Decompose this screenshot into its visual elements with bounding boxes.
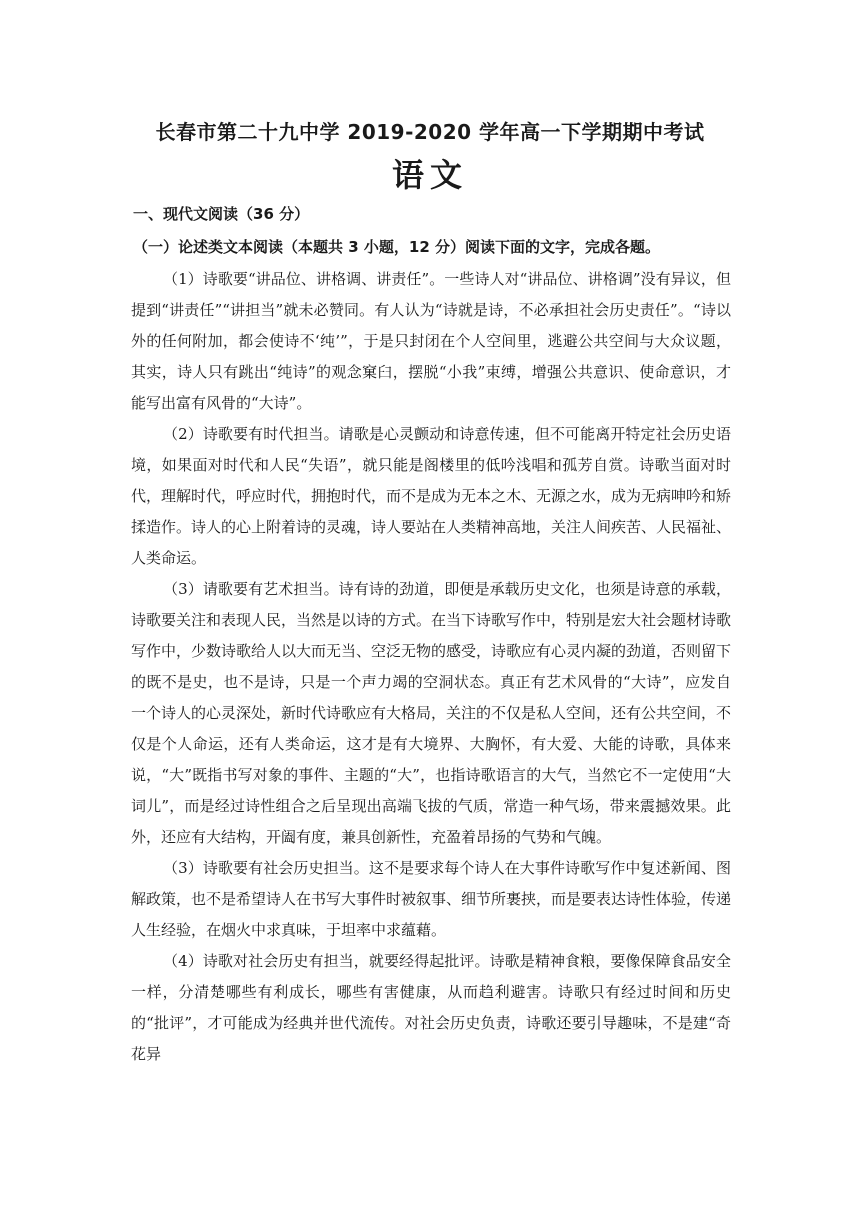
paragraph-2: （2）诗歌要有时代担当。请歌是心灵颤动和诗意传速，但不可能离开特定社会历史语境，如果面对时代和人民“失语”，就只能是阁楼里的低吟浅唱和孤芳自赏。诗歌当面对时代，理解时代，呼应时代，拥抱时代，而不是成为无本之木、无源之水，成为无病呻吟和矫揉造作。诗人的心上附着诗的灵魂，诗人要站在人类精神高地，关注人间疾苦、人民福祉、人类命运。 <box>131 425 732 567</box>
paragraph-3: （3）请歌要有艺术担当。诗有诗的劲道，即便是承载历史文化，也须是诗意的承载，诗歌要关注和表现人民，当然是以诗的方式。在当下诗歌写作中，特别是宏大社会题材诗歌写作中，少数诗歌给人以大而无当、空泛无物的感受，诗歌应有心灵内凝的劲道，否则留下的既不是史，也不是诗，只是一个声力竭的空洞状态。真正有艺术风骨的“大诗”，应发自一个诗人的心灵深处，新时代诗歌应有大格局，关注的不仅是私人空间，还有公共空间，不仅是个人命运，还有人类命运，这才是有大境界、大胸怀，有大爱、大能的诗歌，具体来说，“大”既指书写对象的事件、主题的“大”，也指诗歌语言的大气，当然它不一定使用“大词儿”，而是经过诗性组合之后呈现出高端飞拔的气质，常造一种气场，带来震撼效果。此外，还应有大结构，开阖有度，兼具创新性，充盈着昂扬的气势和气魄。 <box>131 580 732 846</box>
article-body <box>131 264 731 1070</box>
paragraph-5: （4）诗歌对社会历史有担当，就要经得起批评。诗歌是精神食粮，要像保障食品安全一样，分清楚哪些有利成长，哪些有害健康，从而趋利避害。诗歌只有经过时间和历史的“批评”，才可能成为经典并世代流传。对社会历史负责，诗歌还要引导趣味，不是建“奇花异 <box>131 952 731 1063</box>
exam-title: 长春市第二十九中学 2019-2020 学年高一下学期期中考试 <box>155 120 705 144</box>
subject-title: 语文 <box>391 156 468 194</box>
subsection-heading: （一）论述类文本阅读（本题共 3 小题，12 分）阅读下面的文字，完成各题。 <box>133 238 660 256</box>
paragraph-4: （3）诗歌要有社会历史担当。这不是要求每个诗人在大事件诗歌写作中复述新闻、图解政策，也不是希望诗人在书写大事件时被叙事、细节所裹挟，而是要表达诗性体验，传递人生经验，在烟火中求真味，于坦率中求蕴藉。 <box>131 859 732 939</box>
section-heading: 一、现代文阅读（36 分） <box>133 205 310 223</box>
paragraph-1: （1）诗歌要“讲品位、讲格调、讲责任”。一些诗人对“讲品位、讲格调”没有异议，但提到“讲责任”“讲担当”就未必赞同。有人认为“诗就是诗，不必承担社会历史责任”。“诗以外的任何附加，都会使诗不‘纯’”，于是只封闭在个人空间里，逃避公共空间与大众议题，其实，诗人只有跳出“纯诗”的观念窠臼，摆脱“小我”束缚，增强公共意识、使命意识，才能写出富有风骨的“大诗”。 <box>131 270 731 412</box>
